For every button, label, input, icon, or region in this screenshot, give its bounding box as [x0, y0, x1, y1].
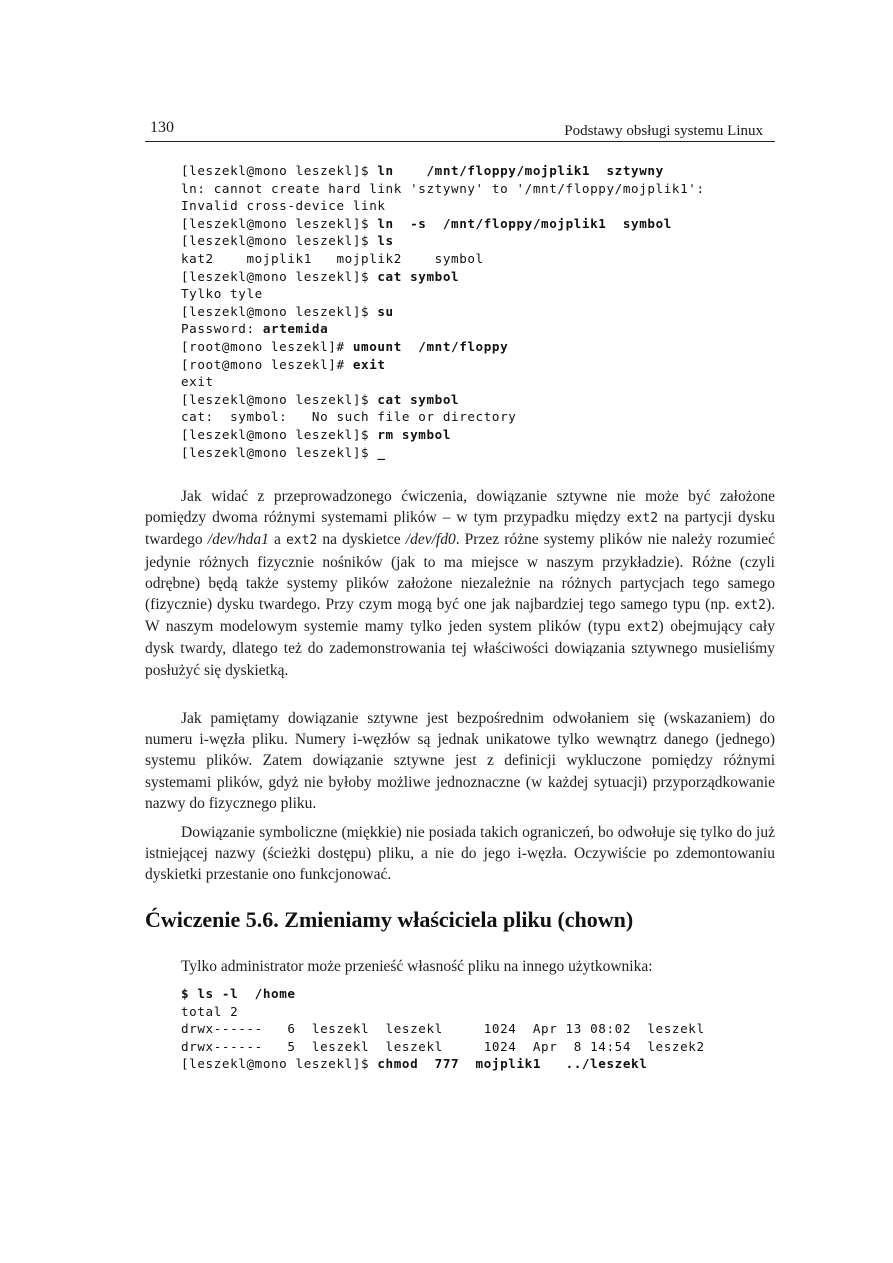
line-text: total 2	[181, 1003, 239, 1019]
command-text: ls	[377, 233, 394, 249]
line-text: Invalid cross-device link	[181, 198, 386, 214]
terminal-line	[181, 426, 781, 444]
line-text: drwx------ 5 leszekl leszekl 1024 Apr 8 14:54 leszek2	[181, 1038, 705, 1054]
line-text: [root@mono leszekl]#	[181, 338, 353, 354]
terminal-line	[181, 444, 781, 462]
line-text: [leszekl@mono leszekl]$	[181, 303, 378, 319]
paragraph-text: na partycji dysku twardego	[145, 509, 775, 549]
terminal-line	[181, 985, 781, 1003]
command-text: artemida	[262, 321, 329, 337]
terminal-line	[181, 1038, 781, 1056]
command-text: su	[377, 303, 394, 319]
terminal-line	[181, 338, 781, 356]
paragraph-text: Dowiązanie symboliczne (miękkie) nie posiada takich ograniczeń, bo odwołuje się tylko do już istniejącej nazwy (ścieżki dostępu) pliku, a nie do jego i-węzła. Oczywiście po zdemontowaniu dyskietki przestanie ono funkcjonować.	[145, 824, 775, 884]
line-text: [leszekl@mono leszekl]$	[181, 426, 378, 442]
line-text: $	[181, 986, 198, 1001]
body-paragraph	[145, 486, 775, 681]
terminal-line	[181, 356, 781, 374]
terminal-line	[181, 162, 781, 180]
command-text: ls -l /home	[197, 986, 296, 1001]
line-text: kat2 mojplik1 mojplik2 symbol	[181, 250, 484, 266]
body-paragraph	[145, 822, 775, 886]
line-text: [leszekl@mono leszekl]$	[181, 391, 378, 407]
line-text: exit	[181, 374, 214, 390]
line-text: [leszekl@mono leszekl]$	[181, 233, 378, 249]
line-text: [leszekl@mono leszekl]$	[181, 444, 378, 460]
terminal-line	[181, 285, 781, 303]
paragraph-text: a	[268, 531, 286, 549]
terminal-line	[181, 215, 781, 233]
command-text: cat symbol	[377, 268, 460, 284]
terminal-line	[181, 408, 781, 426]
code-term: ext2	[734, 598, 766, 614]
terminal-line	[181, 197, 781, 215]
section-heading: Ćwiczenie 5.6. Zmieniamy właściciela pliku (chown)	[145, 907, 634, 932]
terminal-listing-links	[181, 162, 781, 461]
line-text: drwx------ 6 leszekl leszekl 1024 Apr 13 08:02 leszekl	[181, 1021, 705, 1037]
page-header	[145, 117, 775, 142]
terminal-listing-chown	[181, 985, 781, 1073]
line-text: Password:	[181, 321, 263, 337]
line-text: ln: cannot create hard link 'sztywny' to '/mnt/floppy/mojplik1':	[181, 180, 705, 196]
code-term: ext2	[285, 533, 318, 549]
line-text: [leszekl@mono leszekl]$	[181, 163, 378, 178]
command-text: chmod 777 mojplik1 ../leszekl	[377, 1056, 648, 1072]
command-text: rm symbol	[377, 426, 452, 442]
terminal-line	[181, 1055, 781, 1073]
terminal-line	[181, 320, 781, 338]
running-title: Podstawy obsługi systemu Linux	[564, 123, 763, 139]
command-text: ln /mnt/floppy/mojplik1 sztywny	[377, 163, 664, 178]
code-term: ext2	[626, 511, 659, 527]
terminal-line	[181, 373, 781, 391]
paragraph-text: na dyskietce	[317, 531, 406, 549]
body-paragraph	[145, 956, 775, 977]
terminal-line	[181, 1020, 781, 1038]
command-text: ln -s /mnt/floppy/mojplik1 symbol	[377, 215, 672, 231]
device-path: /dev/hda1	[207, 531, 269, 549]
paragraph-text: Jak widać z przeprowadzonego ćwiczenia, dowiązanie sztywne nie może być założone pomiędzy dwoma różnymi systemami plików – w tym przypadku między	[145, 488, 775, 527]
command-text: umount /mnt/floppy	[352, 338, 509, 354]
paragraph-text: ) obejmujący cały dysk twardy, dlatego też do zademonstrowania tej właściwości dowiązania sztywnego musieliśmy posłużyć się dyskietką.	[145, 618, 775, 679]
paragraph-text: Jak pamiętamy dowiązanie sztywne jest bezpośrednim odwołaniem się (wskazaniem) do numeru i-węzła pliku. Numery i-węzłów są jednak unikatowe tylko wewnątrz danego (jednego) systemu plików. Zatem dowiązanie sztywne jest z definicji wykluczone pomiędzy różnymi systemami plików, gdyż nie byłoby możliwe jednoznaczne (w każdej sytuacji) przyporządkowanie nazwy do fizycznego pliku.	[145, 710, 775, 812]
terminal-line	[181, 250, 781, 268]
code-term: ext2	[627, 620, 659, 636]
paragraph-text: . Przez różne systemy plików nie należy rozumieć jedynie różnych fizycznie nośników (jak to ma miejsce w naszym przykładzie). Różne (czyli odrębne) będą także systemy plików założone niezależnie na różnych partycjach tego samego (fizycznie) dysku twardego. Przy czym mogą być one jak najbardziej tego samego typu (np.	[145, 531, 776, 614]
terminal-line	[181, 1003, 781, 1021]
device-path: /dev/fd0	[405, 531, 456, 549]
paragraph-text: ). W naszym modelowym systemie mamy tylko jeden system plików (typu	[145, 596, 775, 636]
page-number: 130	[150, 119, 174, 136]
command-text: cat symbol	[377, 391, 460, 407]
line-text: [leszekl@mono leszekl]$	[181, 268, 378, 284]
line-text: cat: symbol: No such file or directory	[181, 409, 517, 425]
terminal-line	[181, 303, 781, 321]
line-text: Tylko tyle	[181, 286, 263, 302]
paragraph-text: Tylko administrator może przenieść własność pliku na innego użytkownika:	[181, 958, 653, 975]
command-text: exit	[352, 356, 386, 372]
terminal-line	[181, 268, 781, 286]
terminal-line	[181, 391, 781, 409]
command-text: _	[377, 444, 386, 460]
body-paragraph	[145, 708, 775, 814]
line-text: [root@mono leszekl]#	[181, 356, 353, 372]
terminal-line	[181, 180, 781, 198]
terminal-line	[181, 232, 781, 250]
line-text: [leszekl@mono leszekl]$	[181, 1056, 378, 1072]
line-text: [leszekl@mono leszekl]$	[181, 215, 378, 231]
